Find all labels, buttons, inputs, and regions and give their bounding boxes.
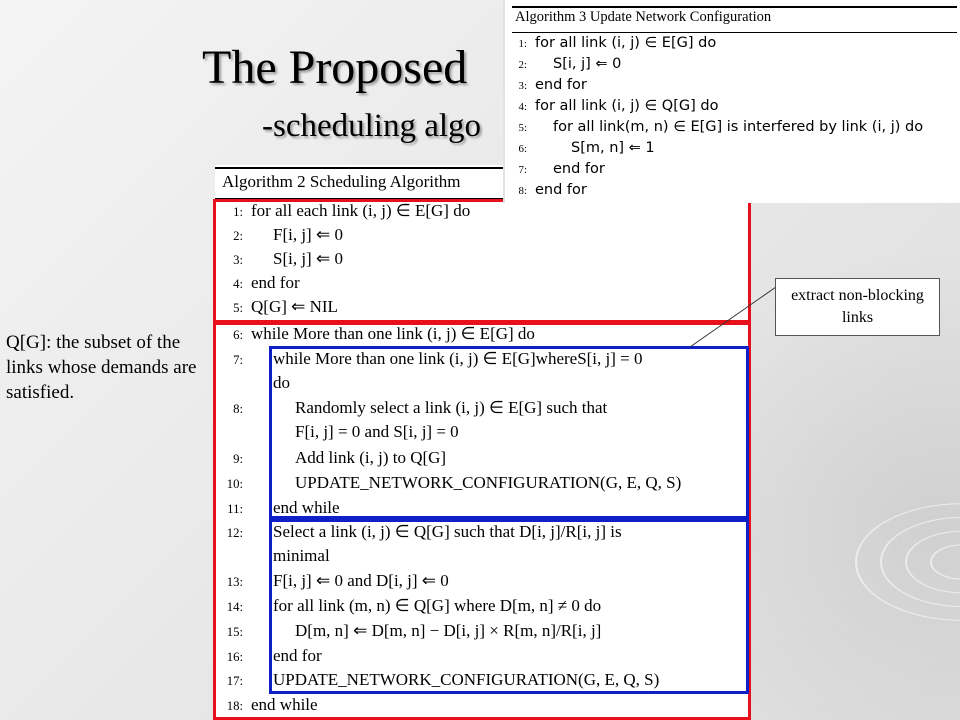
line-text: Add link (i, j) to Q[G] — [295, 448, 447, 467]
line-number: 4: — [518, 101, 527, 113]
line-number: 7: — [518, 164, 527, 176]
algorithm-line — [505, 35, 716, 55]
line-number: 1: — [518, 38, 527, 50]
line-number: 5: — [233, 301, 243, 315]
line-number: 3: — [518, 80, 527, 92]
line-number: 8: — [233, 402, 243, 416]
line-number: 11: — [227, 502, 243, 516]
background-ripple-decoration — [860, 460, 960, 660]
line-text: end while — [273, 498, 340, 517]
line-text: minimal — [273, 546, 330, 565]
line-text: for all link(m, n) ∈ E[G] is interfered by link (i, j) do — [553, 119, 924, 135]
line-text: F[i, j] = 0 and S[i, j] = 0 — [295, 422, 459, 441]
line-text: Q[G] ⇐ NIL — [251, 297, 338, 316]
line-number: 7: — [233, 353, 243, 367]
algorithm-line — [505, 98, 718, 118]
line-text: Select a link (i, j) ∈ Q[G] such that D[i, j]/R[i, j] is — [273, 522, 622, 541]
line-number: 16: — [226, 650, 243, 664]
line-text: F[i, j] ⇐ 0 and D[i, j] ⇐ 0 — [273, 571, 449, 590]
algorithm-line — [505, 182, 587, 202]
top-rule — [512, 6, 957, 8]
line-number: 17: — [226, 674, 243, 688]
algorithm-line — [505, 56, 621, 76]
line-number: 13: — [226, 575, 243, 589]
line-number: 6: — [518, 143, 527, 155]
callout-box — [775, 278, 940, 336]
line-number: 1: — [233, 205, 243, 219]
slide-title: The Proposed — [202, 41, 468, 94]
selection-highlight-box — [269, 519, 749, 694]
line-number: 3: — [233, 253, 243, 267]
line-number: 15: — [226, 625, 243, 639]
line-text: for all link (i, j) ∈ Q[G] do — [535, 98, 719, 114]
algorithm-2-header: Algorithm 2 Scheduling Algorithm — [222, 172, 461, 191]
line-text: for all link (i, j) ∈ E[G] do — [535, 35, 717, 51]
slide-subtitle: -scheduling algo — [262, 108, 482, 144]
line-text: end for — [273, 646, 322, 665]
algorithm-3-panel — [503, 0, 960, 203]
algorithm-line — [505, 77, 587, 97]
algorithm-line — [505, 140, 655, 160]
line-number: 12: — [226, 526, 243, 540]
line-text: end while — [251, 695, 318, 714]
line-number: 6: — [233, 328, 243, 342]
algorithm-3-header: Algorithm 3 Update Network Configuration — [515, 9, 772, 25]
line-text: end for — [535, 77, 587, 93]
line-text: while More than one link (i, j) ∈ E[G] do — [251, 324, 535, 343]
line-text: UPDATE_NETWORK_CONFIGURATION(G, E, Q, S) — [295, 473, 682, 492]
line-text: S[m, n] ⇐ 1 — [571, 140, 655, 156]
line-text: end for — [251, 273, 300, 292]
line-text: for all each link (i, j) ∈ E[G] do — [251, 201, 471, 220]
line-number: 4: — [233, 277, 243, 291]
algorithm-line — [505, 161, 605, 181]
line-text: F[i, j] ⇐ 0 — [273, 225, 343, 244]
inner-while-highlight-box — [269, 346, 749, 519]
line-number: 18: — [226, 699, 243, 713]
line-number: 2: — [233, 229, 243, 243]
line-number: 8: — [518, 185, 527, 197]
line-text: for all link (m, n) ∈ Q[G] where D[m, n] ≠ 0 do — [273, 596, 602, 615]
line-number: 14: — [226, 600, 243, 614]
line-number: 5: — [518, 122, 527, 134]
initialization-highlight-box — [213, 199, 751, 323]
line-number: 10: — [226, 477, 243, 491]
line-text: end for — [535, 182, 587, 198]
line-text: UPDATE_NETWORK_CONFIGURATION(G, E, Q, S) — [273, 670, 660, 689]
qg-definition-note: Q[G]: the subset of the links whose demands are satisfied. — [6, 332, 197, 403]
line-text: D[m, n] ⇐ D[m, n] − D[i, j] × R[m, n]/R[i, j] — [295, 621, 602, 640]
line-text: S[i, j] ⇐ 0 — [273, 249, 343, 268]
line-text: S[i, j] ⇐ 0 — [553, 56, 622, 72]
line-number: 2: — [518, 59, 527, 71]
callout-text: extract non-blocking links — [791, 287, 924, 326]
header-rule — [512, 32, 957, 33]
line-text: Randomly select a link (i, j) ∈ E[G] such that — [295, 398, 608, 417]
line-text: while More than one link (i, j) ∈ E[G]whereS[i, j] = 0 — [273, 349, 643, 368]
algorithm-line — [505, 119, 923, 139]
line-text: do — [273, 373, 290, 392]
line-number: 9: — [233, 452, 243, 466]
line-text: end for — [553, 161, 605, 177]
